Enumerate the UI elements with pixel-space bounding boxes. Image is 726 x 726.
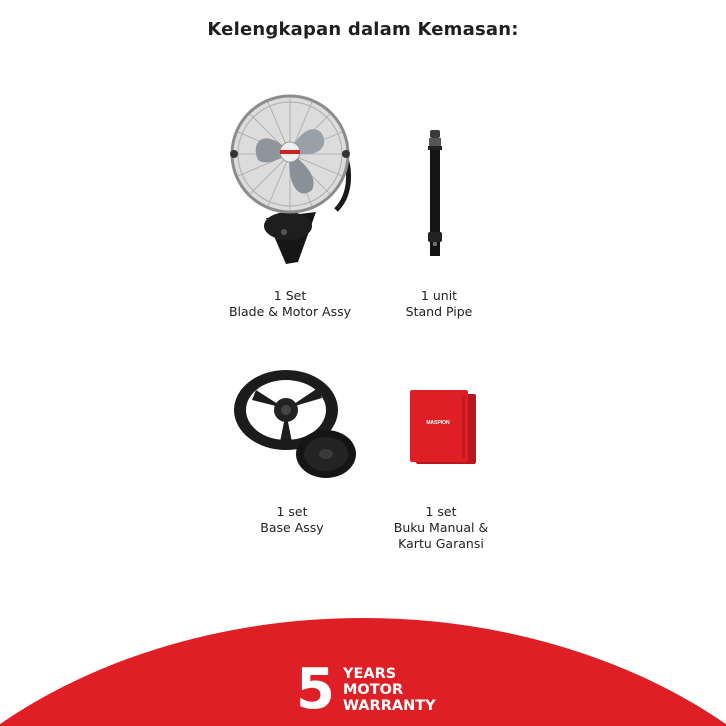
item-name: Blade & Motor Assy [228, 304, 352, 319]
item-qty: 1 set [425, 504, 457, 519]
item-qty: 1 Set [273, 288, 307, 303]
warranty-number: 5 [296, 657, 335, 722]
warranty-badge [296, 657, 436, 722]
manual-brand-text: MASPION [426, 420, 450, 426]
warranty-line-years: YEARS [342, 666, 397, 682]
item-name-line2: Kartu Garansi [398, 536, 484, 551]
item-name-line1: Buku Manual & [393, 520, 489, 535]
warranty-line-warranty: WARRANTY [342, 698, 436, 714]
item-qty: 1 unit [420, 288, 458, 303]
warranty-text [343, 666, 436, 714]
item-qty: 1 set [276, 504, 308, 519]
item-name: Stand Pipe [405, 304, 473, 319]
warranty-line-motor: MOTOR [342, 682, 404, 698]
page-title: Kelengkapan dalam Kemasan: [207, 19, 519, 40]
item-name: Base Assy [260, 520, 324, 535]
